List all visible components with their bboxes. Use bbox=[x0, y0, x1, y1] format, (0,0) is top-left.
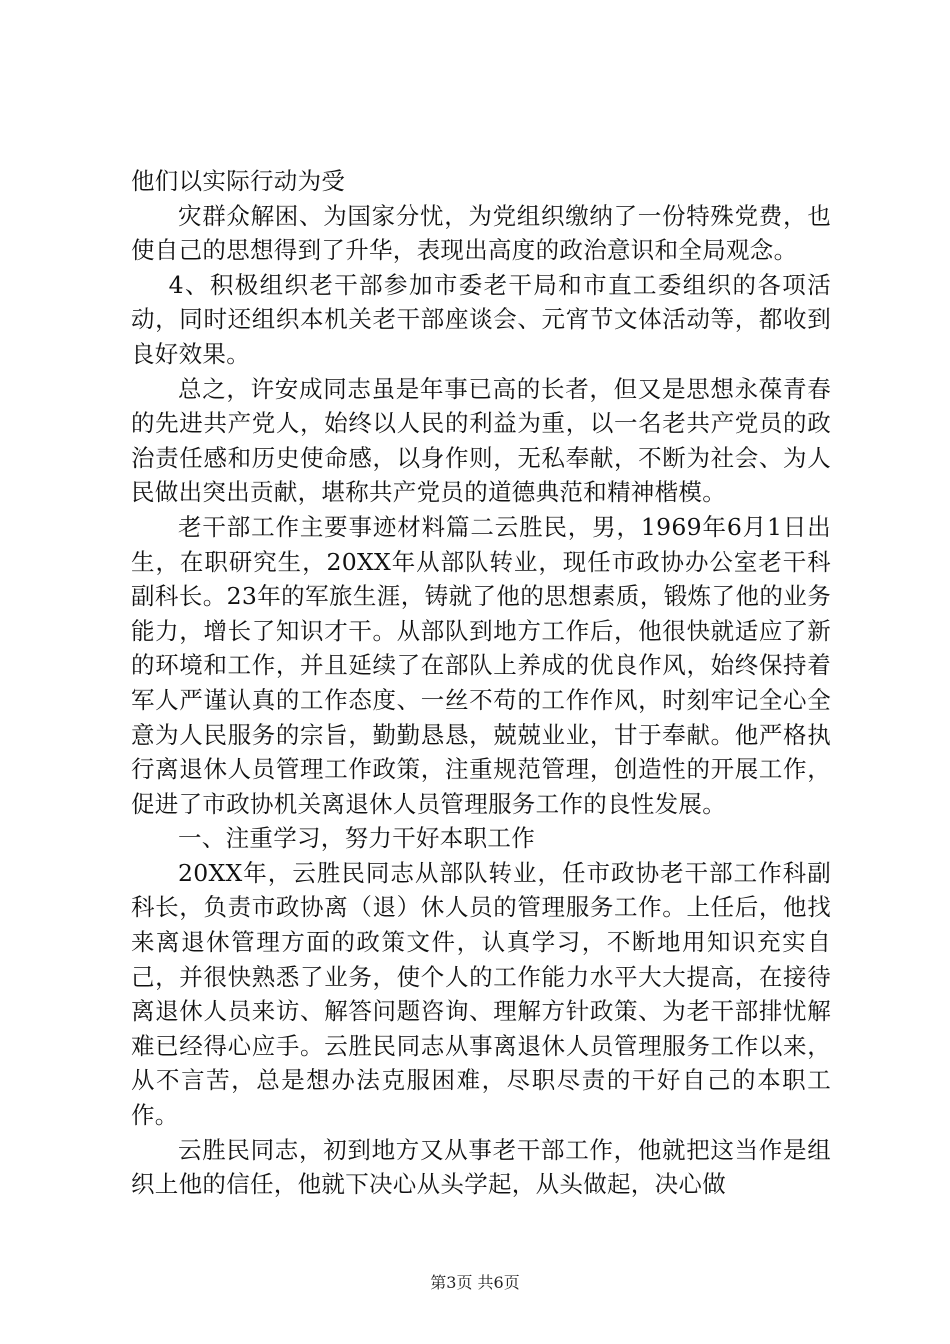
paragraph-4: 总之，许安成同志虽是年事已高的长者，但又是思想永葆青春的先进共产党人，始终以人民的利益为重，以一名老共产党员的政治责任感和历史使命感，以身作则，无私奉献，不断为社会、为人民做出突出贡献，堪称共产党员的道德典范和精神楷模。 bbox=[131, 374, 831, 507]
paragraph-1: 他们以实际行动为受 bbox=[131, 167, 346, 195]
page-number-footer: 第3页 共6页 bbox=[430, 1273, 520, 1292]
paragraph-2: 灾群众解困、为国家分忧，为党组织缴纳了一份特殊党费，也使自己的思想得到了升华，表现出高度的政治意识和全局观念。 bbox=[131, 201, 831, 265]
paragraph-7: 20XX年，云胜民同志从部队转业，任市政协老干部工作科副科长，负责市政协离（退）休人员的管理服务工作。上任后，他找来离退休管理方面的政策文件，认真学习，不断地用知识充实自己，并很快熟悉了业务，使个人的工作能力水平大大提高，在接待离退休人员来访、解答问题咨询、理解方针政策、为老干部排忧解难已经得心应手。云胜民同志从事离退休人员管理服务工作以来，从不言苦，总是想办法克服困难，尽职尽责的干好自己的本职工作。 bbox=[131, 858, 831, 1130]
paragraph-8: 云胜民同志，初到地方又从事老干部工作，他就把这当作是组织上他的信任，他就下决心从头学起，从头做起，决心做 bbox=[131, 1135, 831, 1199]
paragraph-3: 4、积极组织老干部参加市委老干局和市直工委组织的各项活动，同时还组织本机关老干部座谈会、元宵节文体活动等，都收到良好效果。 bbox=[131, 270, 831, 368]
paragraph-5: 老干部工作主要事迹材料篇二云胜民，男，1969年6月1日出生，在职研究生，20XX年从部队转业，现任市政协办公室老干科副科长。23年的军旅生涯，铸就了他的思想素质，锻炼了他的业务能力，增长了知识才干。从部队到地方工作后，他很快就适应了新的环境和工作，并且延续了在部队上养成的优良作风，始终保持着军人严谨认真的工作态度、一丝不苟的工作作风，时刻牢记全心全意为人民服务的宗旨，勤勤恳恳，兢兢业业，甘于奉献。他严格执行离退休人员管理工作政策，注重规范管理，创造性的开展工作，促进了市政协机关离退休人员管理服务工作的良性发展。 bbox=[131, 512, 831, 818]
section-heading: 一、注重学习，努力干好本职工作 bbox=[178, 824, 535, 853]
document-body bbox=[131, 164, 831, 1202]
